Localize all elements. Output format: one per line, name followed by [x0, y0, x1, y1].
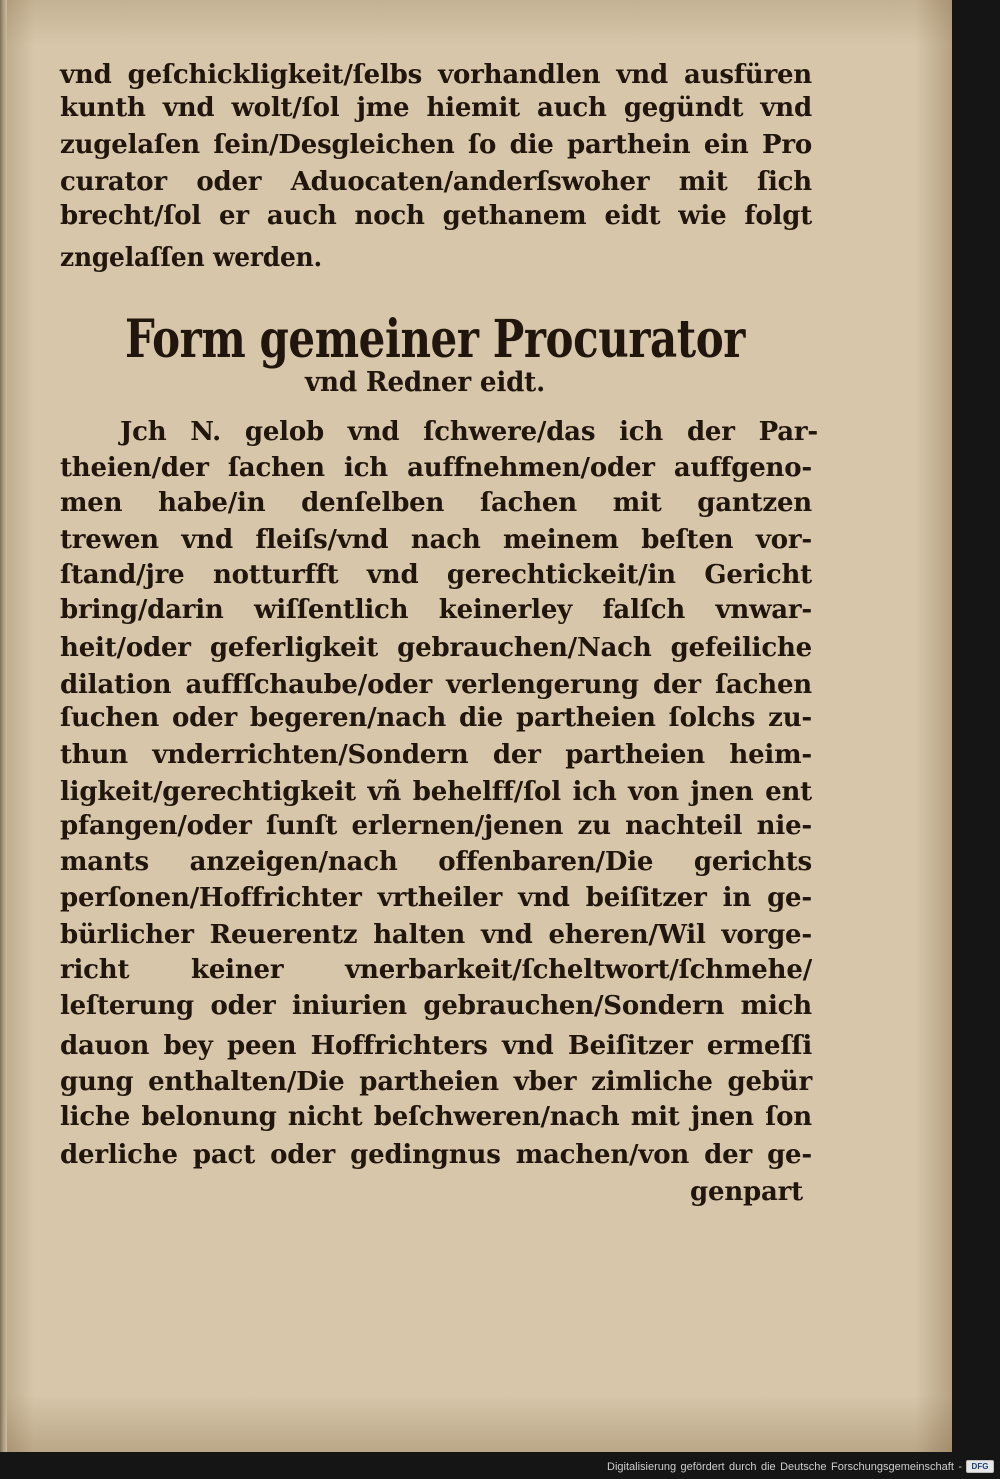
text-line: theien/der ſachen ich auffnehmen/oder auffgeno-	[60, 453, 812, 483]
text-line: zugelaſen ſein/Desgleichen ſo die parthein ein Pro	[60, 130, 812, 160]
text-line: leſterung oder iniurien gebrauchen/Sondern mich	[60, 991, 812, 1021]
text-line: derliche pact oder gedingnus machen/von der ge-	[60, 1140, 812, 1170]
text-line: richt keiner vnerbarkeit/ſcheltwort/ſchmehe/	[60, 955, 812, 985]
text-line: liche belonung nicht beſchweren/nach mit jnen ſon	[60, 1102, 812, 1132]
section-heading: Form gemeiner Procurator	[125, 309, 745, 370]
text-line: ſuchen oder begeren/nach die partheien ſolchs zu-	[60, 703, 812, 733]
text-line: bring/darin wiſſentlich keinerley falſch vnwar-	[60, 595, 812, 625]
text-line: vnd geſchickligkeit/ſelbs vorhandlen vnd ausfüren	[60, 60, 812, 90]
text-line: Jch N. gelob vnd ſchwere/das ich der Par-	[120, 417, 818, 447]
text-line: bürlicher Reuerentz halten vnd eheren/Wil vorge-	[60, 920, 812, 950]
dfg-logo: DFG	[966, 1460, 994, 1473]
text-line: heit/oder geferligkeit gebrauchen/Nach gefeiliche	[60, 633, 812, 663]
text-line: brecht/ſol er auch noch gethanem eidt wie folgt	[60, 201, 812, 231]
section-subheading: vnd Redner eidt.	[305, 367, 545, 398]
text-line: ligkeit/gerechtigkeit vñ behelff/ſol ich von jnen ent	[60, 777, 812, 807]
text-line: perſonen/Hoffrichter vrtheiler vnd beiſitzer in ge-	[60, 883, 812, 913]
catchword: genpart	[690, 1177, 803, 1207]
text-line: gung enthalten/Die partheien vber zimliche gebür	[60, 1067, 812, 1097]
text-line: dauon bey peen Hoffrichters vnd Beiſitzer ermeſſi	[60, 1031, 812, 1061]
text-line: curator oder Aduocaten/anderſswoher mit ſich	[60, 167, 812, 197]
text-line: ſtand/jre notturfft vnd gerechtickeit/in Gericht	[60, 560, 812, 590]
text-line: pfangen/oder ſunſt erlernen/jenen zu nachteil nie-	[60, 811, 812, 841]
text-line: men habe/in denſelben ſachen mit gantzen	[60, 488, 812, 518]
page-edge	[0, 0, 7, 1452]
text-line: zngelaſſen werden.	[60, 243, 322, 273]
text-line: thun vnderrichten/Sondern der partheien heim-	[60, 740, 812, 770]
text-line: dilation auffſchaube/oder verlengerung der ſachen	[60, 670, 812, 700]
text-line: trewen vnd fleiſs/vnd nach meinem beſten vor-	[60, 525, 812, 555]
text-line: kunth vnd wolt/ſol jme hiemit auch gegündt vnd	[60, 93, 812, 123]
dfg-credit: Digitalisierung gefördert durch die Deutsche Forschungsgemeinschaft -	[607, 1461, 962, 1473]
text-line: mants anzeigen/nach offenbaren/Die gerichts	[60, 847, 812, 877]
